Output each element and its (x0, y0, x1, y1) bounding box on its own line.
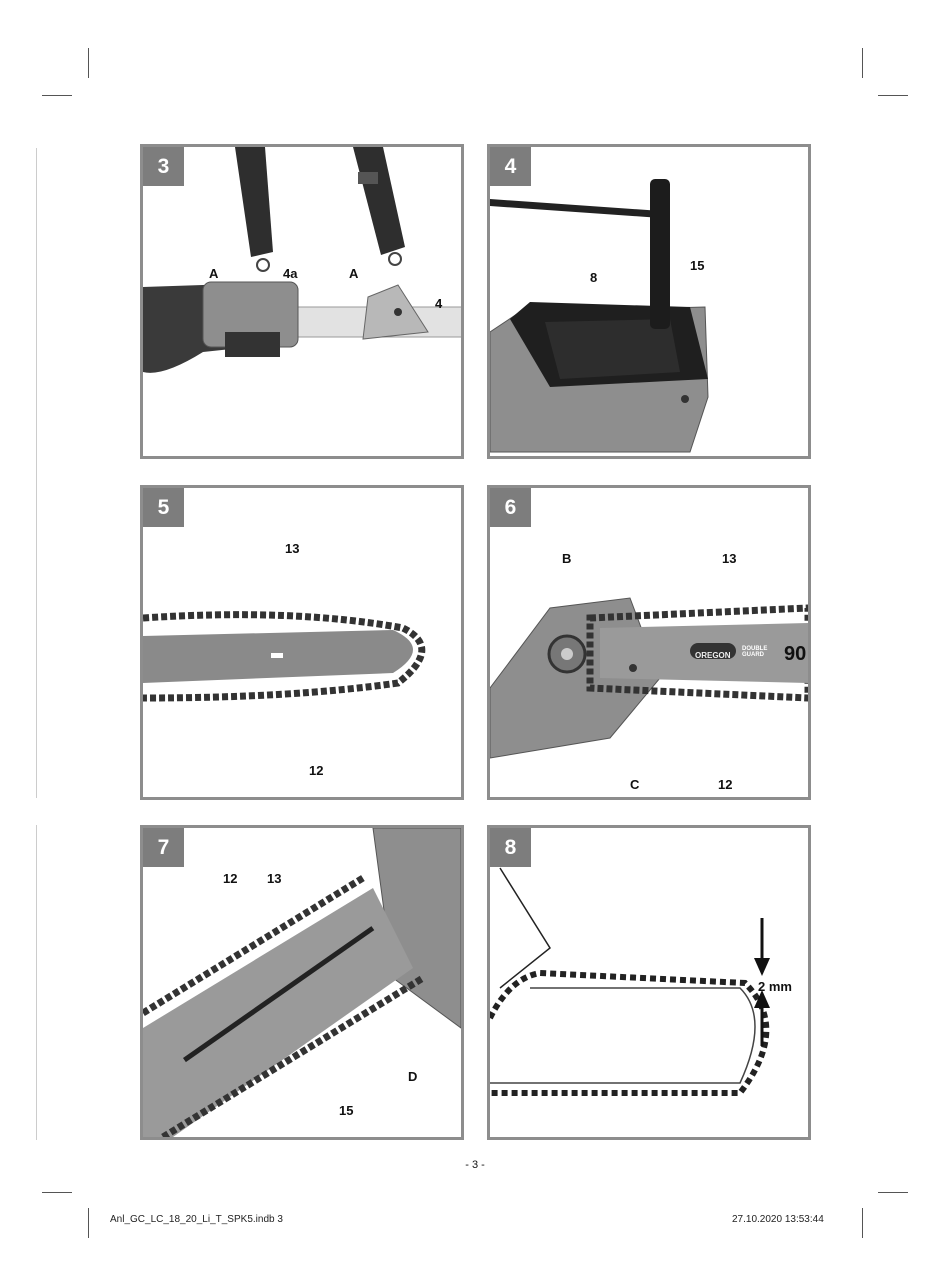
crop-mark (878, 1192, 908, 1193)
footer-timestamp: 27.10.2020 13:53:44 (732, 1214, 824, 1225)
margin-line (36, 825, 37, 1140)
figure-panel-4 (487, 144, 811, 459)
figure-panel-3 (140, 144, 464, 459)
label-4a: 4a (283, 266, 298, 281)
figure-number-badge: 8 (490, 828, 531, 867)
label-a-right: A (349, 266, 359, 281)
label-c: C (630, 777, 640, 792)
figure-panel-5 (140, 485, 464, 800)
label-4: 4 (435, 296, 443, 311)
label-8: 8 (590, 270, 598, 285)
crop-mark (88, 1208, 89, 1238)
label-a-left: A (209, 266, 219, 281)
label-13: 13 (267, 871, 282, 886)
chain-tension-illustration (143, 828, 461, 1137)
figure-number-badge: 3 (143, 147, 184, 186)
figure-number-badge: 5 (143, 488, 184, 527)
label-12: 12 (718, 777, 733, 792)
measure-label: 2 mm (758, 979, 792, 994)
label-13: 13 (722, 551, 737, 566)
bar-number-text: 90 (784, 643, 807, 665)
label-15: 15 (690, 258, 705, 273)
label-15: 15 (339, 1103, 354, 1118)
crop-mark (88, 48, 89, 78)
figure-number-badge: 4 (490, 147, 531, 186)
figure-panel-8 (487, 825, 811, 1140)
figure-panel-6 (487, 485, 811, 800)
crop-mark (862, 48, 863, 78)
label-13: 13 (285, 541, 300, 556)
bar-guard-text: DOUBLE GUARD (742, 646, 768, 658)
figure-number-badge: 6 (490, 488, 531, 527)
margin-line (36, 148, 37, 798)
bar-brand-text: OREGON (695, 651, 731, 660)
bar-mounting-illustration (490, 488, 808, 797)
tool-storage-illustration (490, 147, 808, 456)
chain-on-bar-illustration (143, 488, 461, 797)
label-12: 12 (309, 763, 324, 778)
label-12: 12 (223, 871, 238, 886)
crop-mark (878, 95, 908, 96)
label-d: D (408, 1069, 418, 1084)
page-number: - 3 - (465, 1159, 485, 1171)
strap-attachment-illustration (143, 147, 461, 456)
label-b: B (562, 551, 572, 566)
figure-number-badge: 7 (143, 828, 184, 867)
footer-filename: Anl_GC_LC_18_20_Li_T_SPK5.indb 3 (110, 1214, 283, 1225)
crop-mark (862, 1208, 863, 1238)
figure-panel-7 (140, 825, 464, 1140)
crop-mark (42, 1192, 72, 1193)
crop-mark (42, 95, 72, 96)
